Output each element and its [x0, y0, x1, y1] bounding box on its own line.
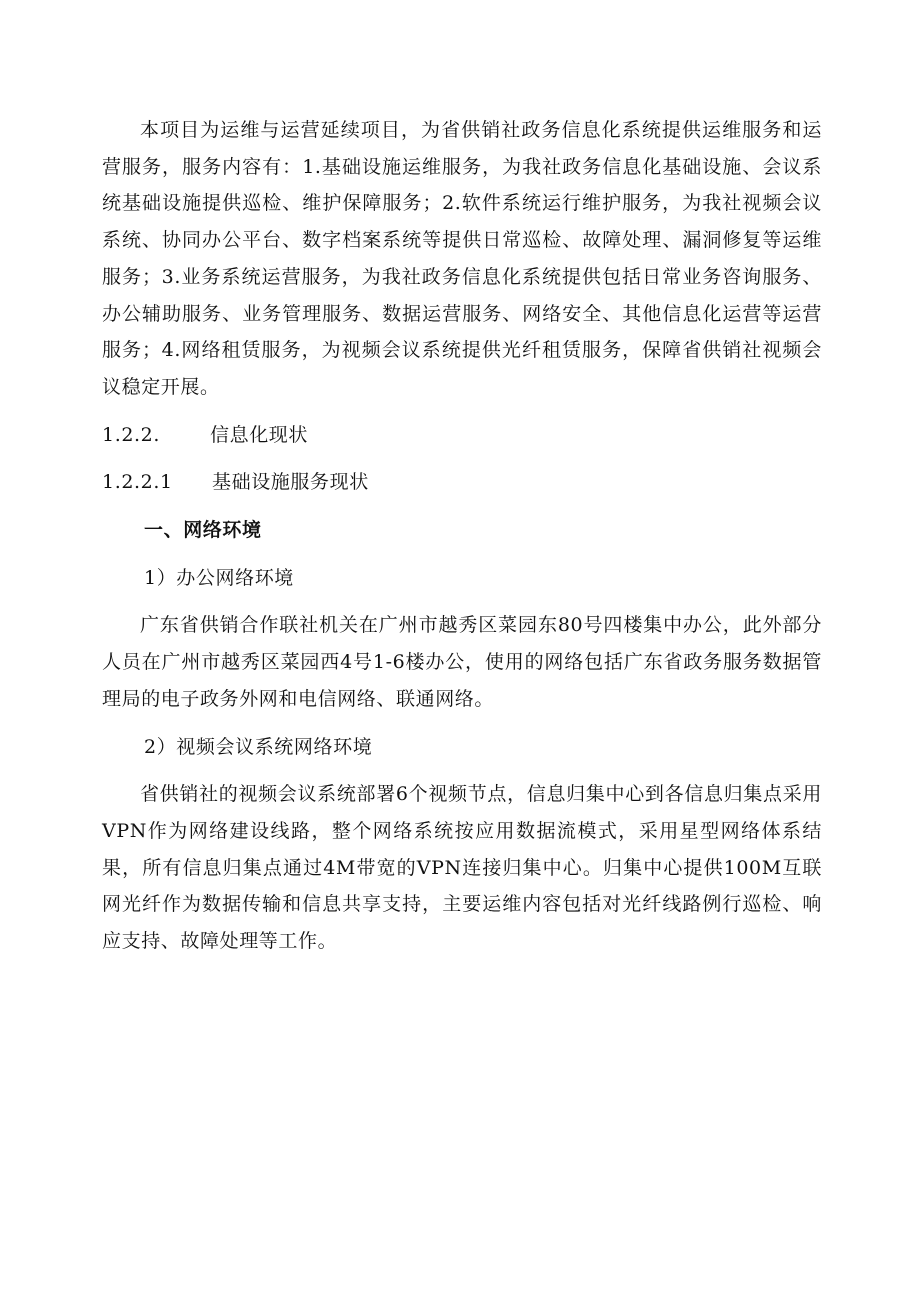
spacer [102, 765, 822, 776]
item-label-video-network: 2）视频会议系统网络环境 [144, 735, 373, 758]
section-title: 基础设施服务现状 [212, 471, 369, 494]
spacer [102, 453, 822, 464]
section-title: 信息化现状 [210, 423, 309, 446]
spacer [102, 549, 822, 560]
spacer [102, 406, 822, 417]
spacer [102, 718, 822, 729]
subheading-network-environment: 一、网络环境 [144, 519, 262, 542]
section-number: 1.2.2.1 [102, 471, 173, 494]
spacer [102, 596, 822, 607]
office-network-paragraph: 广东省供销合作联社机关在广州市越秀区菜园东80号四楼集中办公，此外部分人员在广州市越秀区菜园西4号1-6楼办公，使用的网络包括广东省政务服务数据管理局的电子政务外网和电信网络、联通网络。 [102, 614, 822, 710]
video-network-paragraph: 省供销社的视频会议系统部署6个视频节点，信息归集中心到各信息归集点采用VPN作为网络建设线路，整个网络系统按应用数据流模式，采用星型网络体系结果，所有信息归集点通过4M带宽的VPN连接归集中心。归集中心提供100M互联网光纤作为数据传输和信息共享支持，主要运维内容包括对光纤线路例行巡检、响应支持、故障处理等工作。 [102, 783, 822, 953]
intro-paragraph: 本项目为运维与运营延续项目，为省供销社政务信息化系统提供运维服务和运营服务，服务内容有：1.基础设施运维服务，为我社政务信息化基础设施、会议系统基础设施提供巡检、维护保障服务；2.软件系统运行维护服务，为我社视频会议系统、协同办公平台、数字档案系统等提供日常巡检、故障处理、漏洞修复等运维服务；3.业务系统运营服务，为我社政务信息化系统提供包括日常业务咨询服务、办公辅助服务、业务管理服务、数据运营服务、网络安全、其他信息化运营等运营服务；4.网络租赁服务，为视频会议系统提供光纤租赁服务，保障省供销社视频会议稳定开展。 [102, 119, 822, 398]
document-content [102, 112, 822, 960]
section-heading-1-2-2-1 [102, 464, 822, 501]
spacer [102, 501, 822, 512]
item-label-office-network: 1）办公网络环境 [144, 566, 294, 589]
section-number: 1.2.2. [102, 423, 160, 446]
section-heading-1-2-2 [102, 417, 822, 454]
